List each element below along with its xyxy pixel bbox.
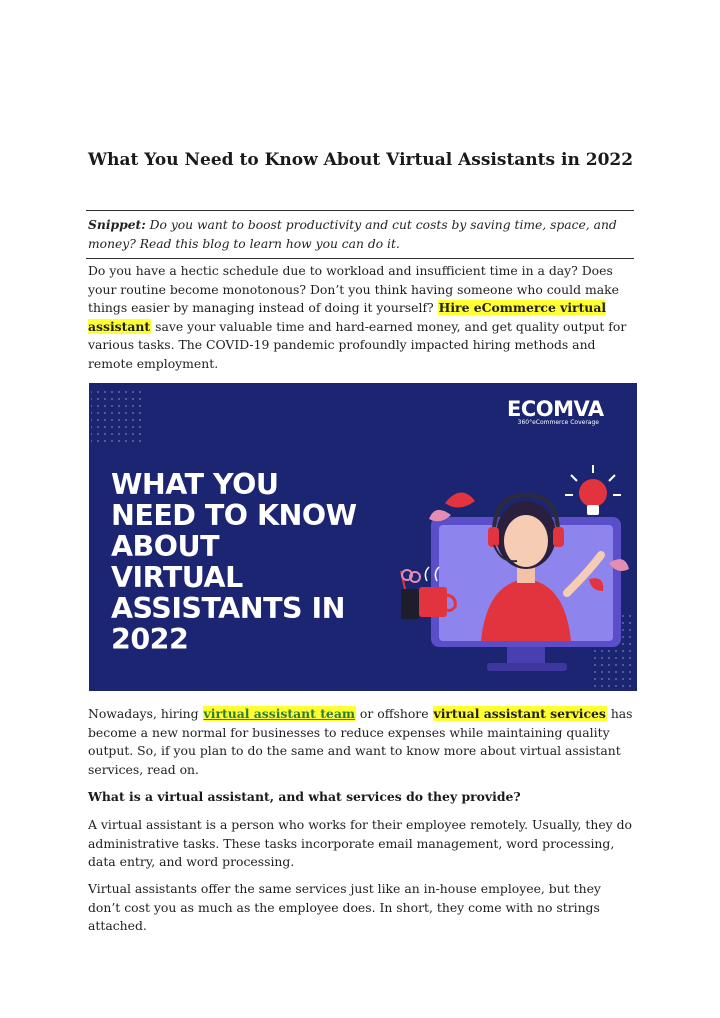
paragraph-definition: A virtual assistant is a person who works for their employee remotely. Usually, they do administrative tasks. These tasks incorporate email management, word processing, data entry, and word processing. xyxy=(88,817,632,870)
hire-va-highlight: Hire eCommerce virtual assistant xyxy=(88,300,607,334)
intro-text-before: Do you have a hectic schedule due to workload and insufficient time in a day? Does your routine become monotonous? Don’t you think having someone who could make things easier by managing instead of doing it yourself? xyxy=(88,263,619,316)
intro-text-after: save your valuable time and hard-earned money, and get quality output for various tasks. The COVID-19 pandemic profoundly impacted hiring methods and remote employment. xyxy=(88,318,627,371)
intro-paragraph xyxy=(88,262,636,374)
virtual-assistant-services-highlight: virtual assistant services xyxy=(433,706,606,721)
paragraph-services: Virtual assistants offer the same services just like an in-house employee, but they don’t cost you as much as the employee does. In short, they come with no strings attached. xyxy=(88,881,601,934)
para2-text-after: has become a new normal for businesses to reduce expenses while maintaining quality output. So, if you plan to do the same and want to know more about virtual assistant services, read on. xyxy=(88,706,633,777)
banner-line: ASSISTANTS IN xyxy=(111,592,345,625)
snippet-text: Do you want to boost productivity and cut costs by saving time, space, and money? Read this blog to learn how you can do it. xyxy=(88,218,617,251)
banner-line: WHAT YOU xyxy=(111,468,279,501)
banner-line: 2022 xyxy=(111,623,189,656)
banner-line: NEED TO KNOW xyxy=(111,499,357,532)
banner-line: ABOUT xyxy=(111,530,220,563)
banner-line: VIRTUAL xyxy=(111,561,243,594)
brand-name: ECOMVA xyxy=(507,397,604,421)
paragraph-nowadays xyxy=(88,705,636,779)
para2-text-mid: or offshore xyxy=(355,706,433,721)
section-heading: What is a virtual assistant, and what services do they provide? xyxy=(88,789,521,804)
page-title: What You Need to Know About Virtual Assistants in 2022 xyxy=(88,150,634,170)
ecomva-logo xyxy=(507,397,604,426)
banner-headline xyxy=(111,469,391,655)
para2-text-before: Nowadays, hiring xyxy=(88,706,203,721)
dot-pattern-left xyxy=(91,387,141,447)
snippet-box xyxy=(86,210,634,259)
brand-tagline: 360°eCommerce Coverage xyxy=(517,419,599,426)
virtual-assistant-team-link[interactable]: virtual assistant team xyxy=(203,706,355,721)
article-banner-image xyxy=(89,383,637,691)
snippet-label: Snippet: xyxy=(88,217,146,232)
